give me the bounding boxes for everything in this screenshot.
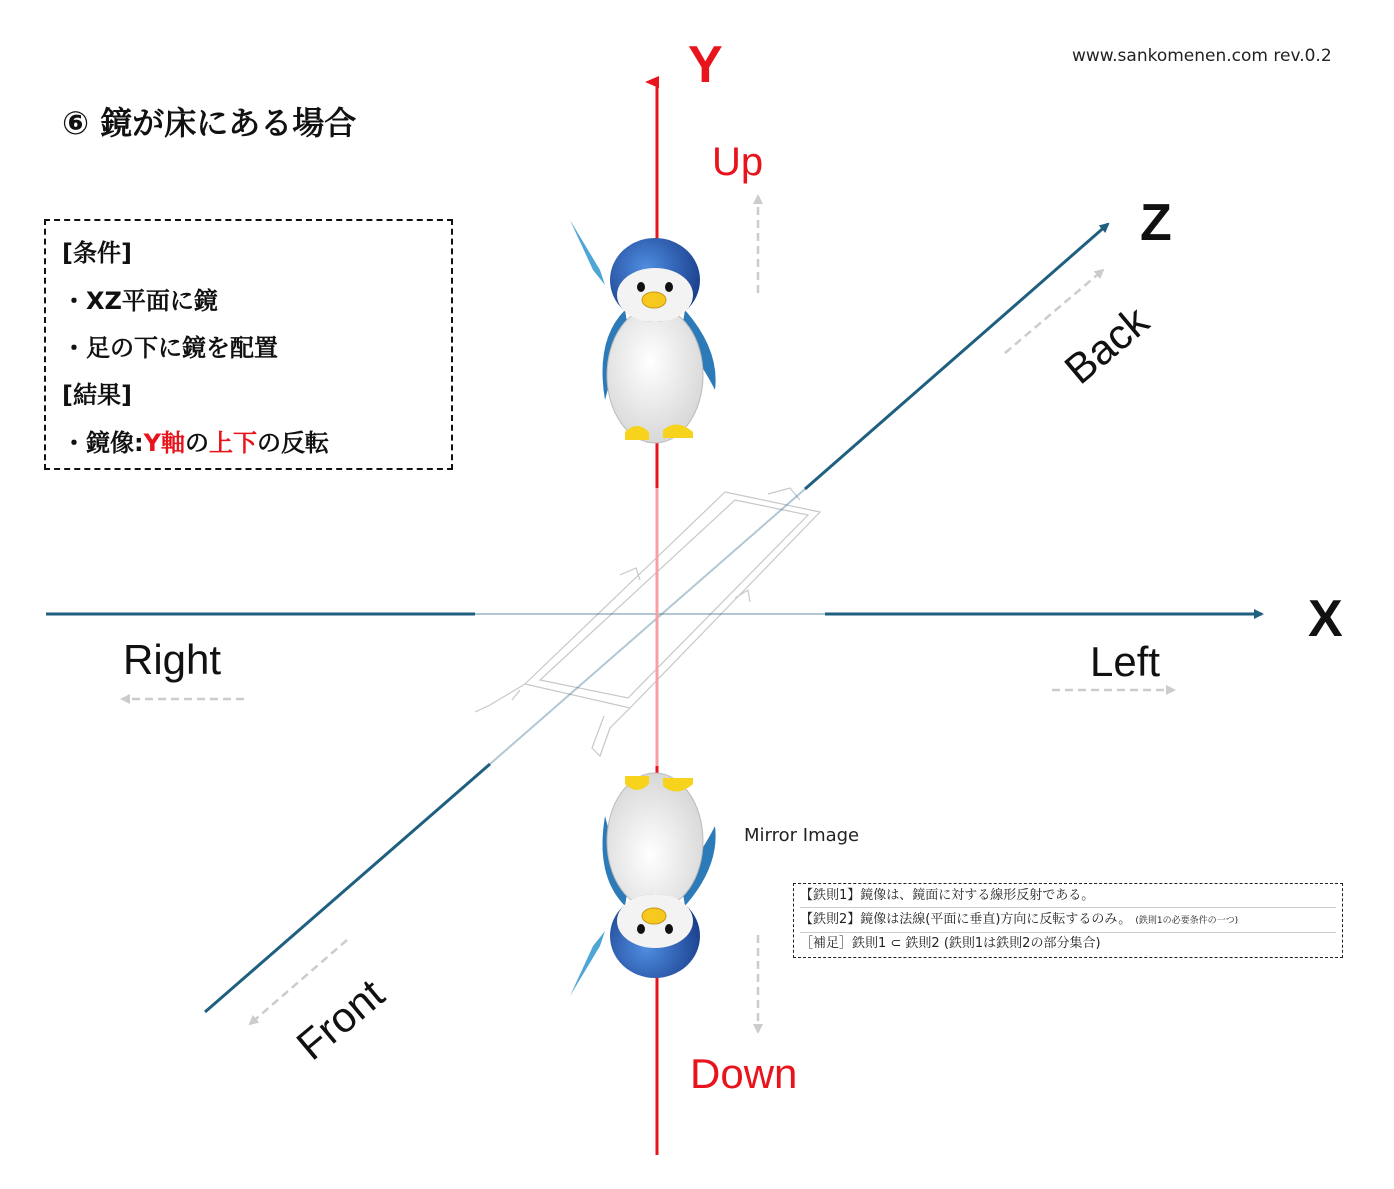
condition-item-1: ・XZ平面に鏡 (62, 287, 218, 315)
penguin-reflected-icon (570, 773, 716, 996)
z-axis-label: Z (1140, 194, 1172, 252)
left-label: Left (1090, 638, 1161, 685)
down-label: Down (690, 1050, 798, 1097)
condition-header: [条件] (62, 239, 132, 267)
right-label: Right (123, 636, 222, 683)
front-label: Front (287, 969, 393, 1069)
page-title: ⑥ 鏡が床にある場合 (62, 104, 357, 142)
result-item (62, 423, 329, 458)
mirror-image-label: Mirror Image (744, 825, 860, 846)
x-axis-label: X (1308, 590, 1343, 648)
z-axis-front-segment (205, 764, 490, 1012)
up-label: Up (712, 140, 764, 184)
rule-2-text: 【鉄則2】鏡像は法線(平面に垂直)方向に反転するのみ。 (800, 912, 1132, 927)
conditions-box (44, 219, 453, 470)
result-direction: 上下 (209, 429, 257, 457)
result-header: [結果] (62, 381, 132, 409)
rule-2 (800, 909, 1336, 933)
y-axis-label: Y (688, 36, 723, 94)
result-prefix: ・鏡像: (62, 429, 144, 457)
floor-mirror-icon (475, 488, 820, 756)
condition-item-2: ・足の下に鏡を配置 (62, 334, 278, 362)
result-axis: Y軸 (143, 429, 185, 457)
back-label: Back (1055, 296, 1158, 393)
result-suffix: の反転 (257, 429, 329, 457)
rules-box (793, 883, 1343, 958)
rule-2-note: (鉄則1の必要条件の一つ) (1135, 916, 1239, 926)
z-axis-through-mirror (490, 489, 805, 764)
rule-1: 【鉄則1】鏡像は、鏡面に対する線形反射である。 (800, 885, 1336, 908)
watermark: www.sankomenen.com rev.0.2 (1072, 46, 1332, 66)
rule-supplement: ［補足］鉄則1 ⊂ 鉄則2 (鉄則1は鉄則2の部分集合) (800, 936, 1101, 951)
penguin-icon (570, 220, 716, 443)
result-mid: の (185, 429, 209, 457)
